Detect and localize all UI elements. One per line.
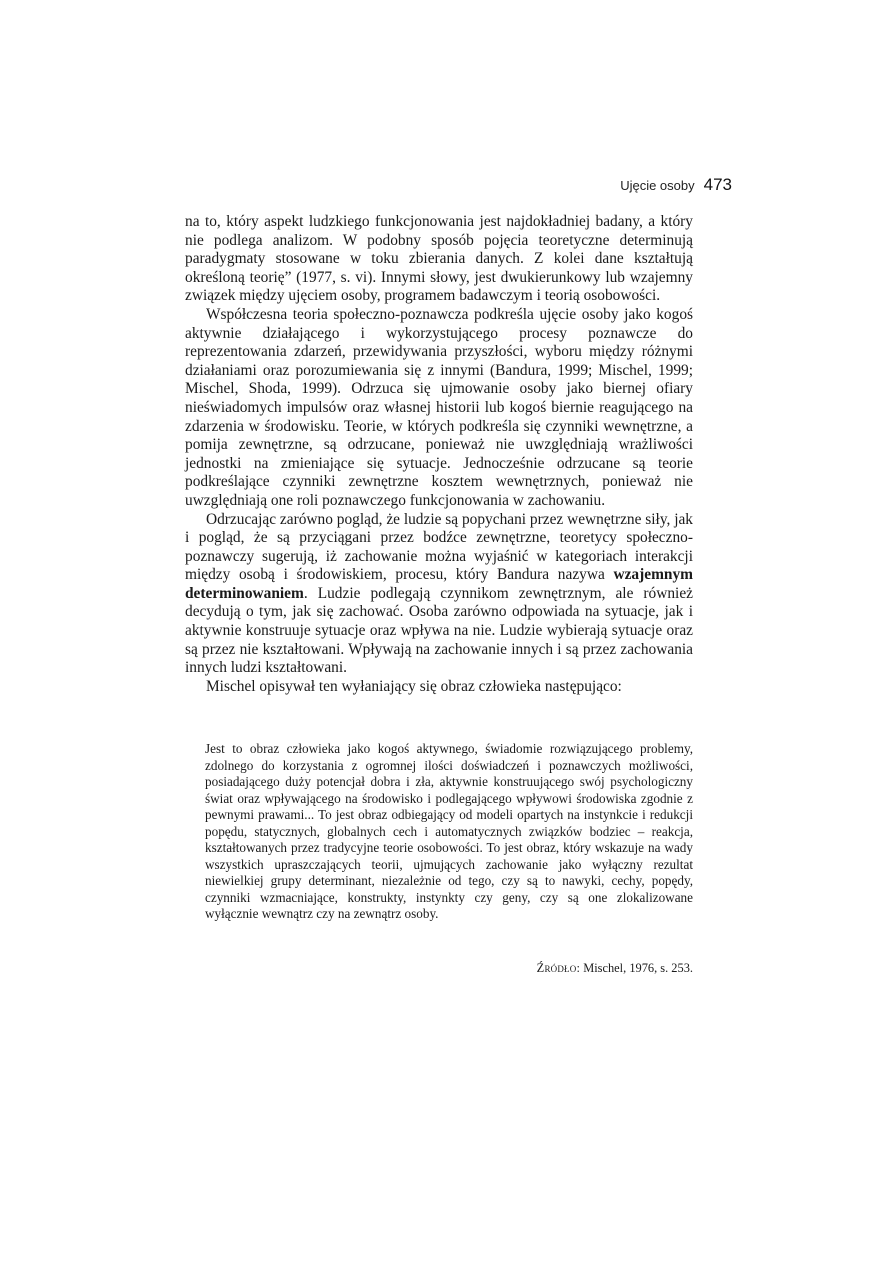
- source-label: Źródło:: [536, 961, 581, 975]
- source-reference: Mischel, 1976, s. 253.: [583, 961, 693, 975]
- paragraph-text: . Ludzie podlegają czynnikom zewnętrznym, ale również decydują o tym, jak się zachować. Osoba zarówno odpowiada na sytuacje, jak i aktywnie konstruuje sytuacje oraz wpływa na nie. Ludzie wybierają sytuacje oraz są przez nie kształtowani. Wpływają na zachowanie innych i są przez zachowania innych ludzi kształtowani.: [185, 584, 693, 677]
- quote-text: Jest to obraz człowieka jako kogoś aktywnego, świadomie rozwiązującego problemy, zdolnego do korzystania z ogromnej ilości doświadczeń i poznawczych możliwości, posiadającego duży potencjał dobra i zła, aktywnie konstruującego swój psychologiczny świat oraz wpływającego na środowisko i podlegającego wpływowi środowiska zgodnie z pewnymi prawami... To jest obraz odbiegający od modeli opartych na instynkcie i redukcji popędu, statycznych, globalnych cech i automatycznych związków bodziec – reakcja, kształtowanych przez tradycyjne teorie osobowości. To jest obraz, który wskazuje na wady wszystkich upraszczających teorii, ujmujących zachowanie jako wyłączny rezultat niewielkiej grupy determinant, niezależnie od tego, czy są to nawyki, cechy, popędy, czynniki wzmacniające, konstrukty, instynkty czy geny, czy są one zlokalizowane wyłącznie wewnątrz czy na zewnątrz osoby.: [205, 741, 693, 921]
- paragraph-quote-intro: Mischel opisywał ten wyłaniający się obraz człowieka następująco:: [206, 677, 622, 695]
- page-header: [620, 175, 732, 195]
- paragraph-reciprocal-determinism: [185, 511, 693, 678]
- page-number: 473: [703, 175, 732, 194]
- paragraph-text: Odrzucając zarówno pogląd, że ludzie są popychani przez wewnętrzne siły, jak i pogląd, że są przyciągani przez bodźce zewnętrzne, teoretycy społeczno-poznawczy sugerują, iż zachowanie można wyjaśnić w kategoriach interakcji między osobą i środowiskiem, procesu, który Bandura nazywa: [185, 510, 694, 584]
- key-term: wzajemnym determinowaniem: [185, 566, 693, 602]
- quote-source: [537, 961, 693, 976]
- paragraph-continued: na to, który aspekt ludzkiego funkcjonowania jest najdokładniej badany, a który nie podlega analizom. W podobny sposób pojęcia teoretyczne determinują paradygmaty stosowane w toku zbierania danych. Z kolei dane kształtują określoną teorię” (1977, s. vi). Innymi słowy, jest dwukierunkowy lub wzajemny związek między ujęciem osoby, programem badawczym i teorią osobowości.: [185, 213, 693, 305]
- main-text: [185, 213, 693, 696]
- paragraph-social-cognitive-theory: Współczesna teoria społeczno-poznawcza podkreśla ujęcie osoby jako kogoś aktywnie działającego i wykorzystującego procesy poznawcze do reprezentowania zdarzeń, przewidywania przyszłości, wyboru między różnymi działaniami oraz porozumiewania się z innymi (Bandura, 1999; Mischel, 1999; Mischel, Shoda, 1999). Odrzuca się ujmowanie osoby jako biernej ofiary nieświadomych impulsów oraz własnej historii lub kogoś biernie reagującego na zdarzenia w środowisku. Teorie, w których podkreśla się czynniki wewnętrzne, a pomija zewnętrzne, są odrzucane, ponieważ nie uwzględniają wrażliwości jednostki na zmieniające się sytuacje. Jednocześnie odrzucane są teorie podkreślające czynniki zewnętrzne kosztem wewnętrznych, ponieważ nie uwzględniają one roli poznawczego funkcjonowania w zachowaniu.: [185, 305, 693, 509]
- block-quote: [205, 741, 693, 923]
- running-title: Ujęcie osoby: [620, 178, 695, 193]
